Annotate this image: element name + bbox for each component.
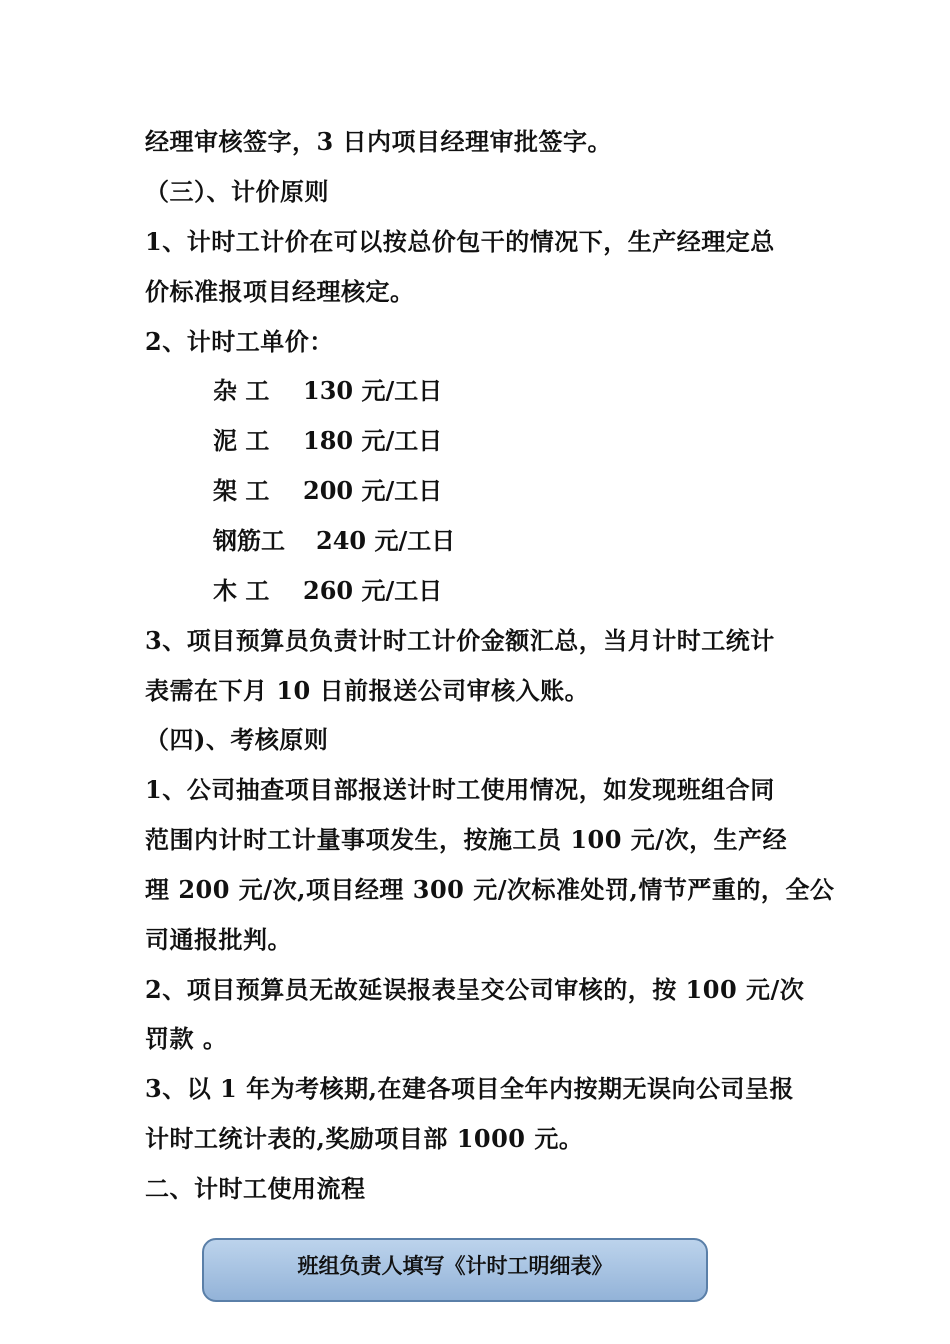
rate-worker-type: 架 工 [213, 476, 270, 505]
rate-worker-type: 钢筋工 [213, 526, 285, 555]
section-heading-pricing: （三）、计价原则 [145, 177, 329, 206]
flowchart-step-box [202, 1238, 708, 1302]
rate-price: 260 元/工日 [303, 576, 443, 605]
section-heading-assessment: （四)、考核原则 [145, 725, 329, 754]
text-line: 罚款 。 [145, 1024, 228, 1053]
rate-row [213, 426, 442, 456]
rate-worker-type: 泥 工 [213, 426, 270, 455]
flowchart-step-label: 班组负责人填写《计时工明细表》 [297, 1253, 613, 1278]
text-line: 范围内计时工计量事项发生，按施工员 100 元/次，生产经 [145, 825, 788, 854]
rate-row [213, 576, 442, 606]
rate-price: 240 元/工日 [316, 526, 456, 555]
rate-price: 130 元/工日 [303, 376, 443, 405]
text-line: 2、计时工单价： [145, 327, 334, 356]
rate-row [213, 476, 442, 506]
text-line: 价标准报项目经理核定。 [145, 277, 415, 306]
rate-row [213, 526, 455, 556]
text-line: 司通报批判。 [145, 925, 292, 954]
text-line: 3、以 1 年为考核期,在建各项目全年内按期无误向公司呈报 [145, 1074, 794, 1103]
text-line: 1、计时工计价在可以按总价包干的情况下，生产经理定总 [145, 227, 775, 256]
section-heading-process: 二、计时工使用流程 [145, 1174, 366, 1203]
text-line: 表需在下月 10 日前报送公司审核入账。 [145, 676, 590, 705]
text-line: 计时工统计表的,奖励项目部 1000 元。 [145, 1124, 584, 1153]
text-line: 1、公司抽查项目部报送计时工使用情况，如发现班组合同 [145, 775, 775, 804]
rate-price: 180 元/工日 [303, 426, 443, 455]
rate-worker-type: 木 工 [213, 576, 270, 605]
text-line: 2、项目预算员无故延误报表呈交公司审核的，按 100 元/次 [145, 975, 805, 1004]
rate-row [213, 376, 442, 406]
rate-worker-type: 杂 工 [213, 376, 270, 405]
text-line: 理 200 元/次,项目经理 300 元/次标准处罚,情节严重的，全公 [145, 875, 835, 904]
rate-price: 200 元/工日 [303, 476, 443, 505]
text-line: 3、项目预算员负责计时工计价金额汇总，当月计时工统计 [145, 626, 775, 655]
text-line: 经理审核签字，3 日内项目经理审批签字。 [145, 127, 613, 156]
